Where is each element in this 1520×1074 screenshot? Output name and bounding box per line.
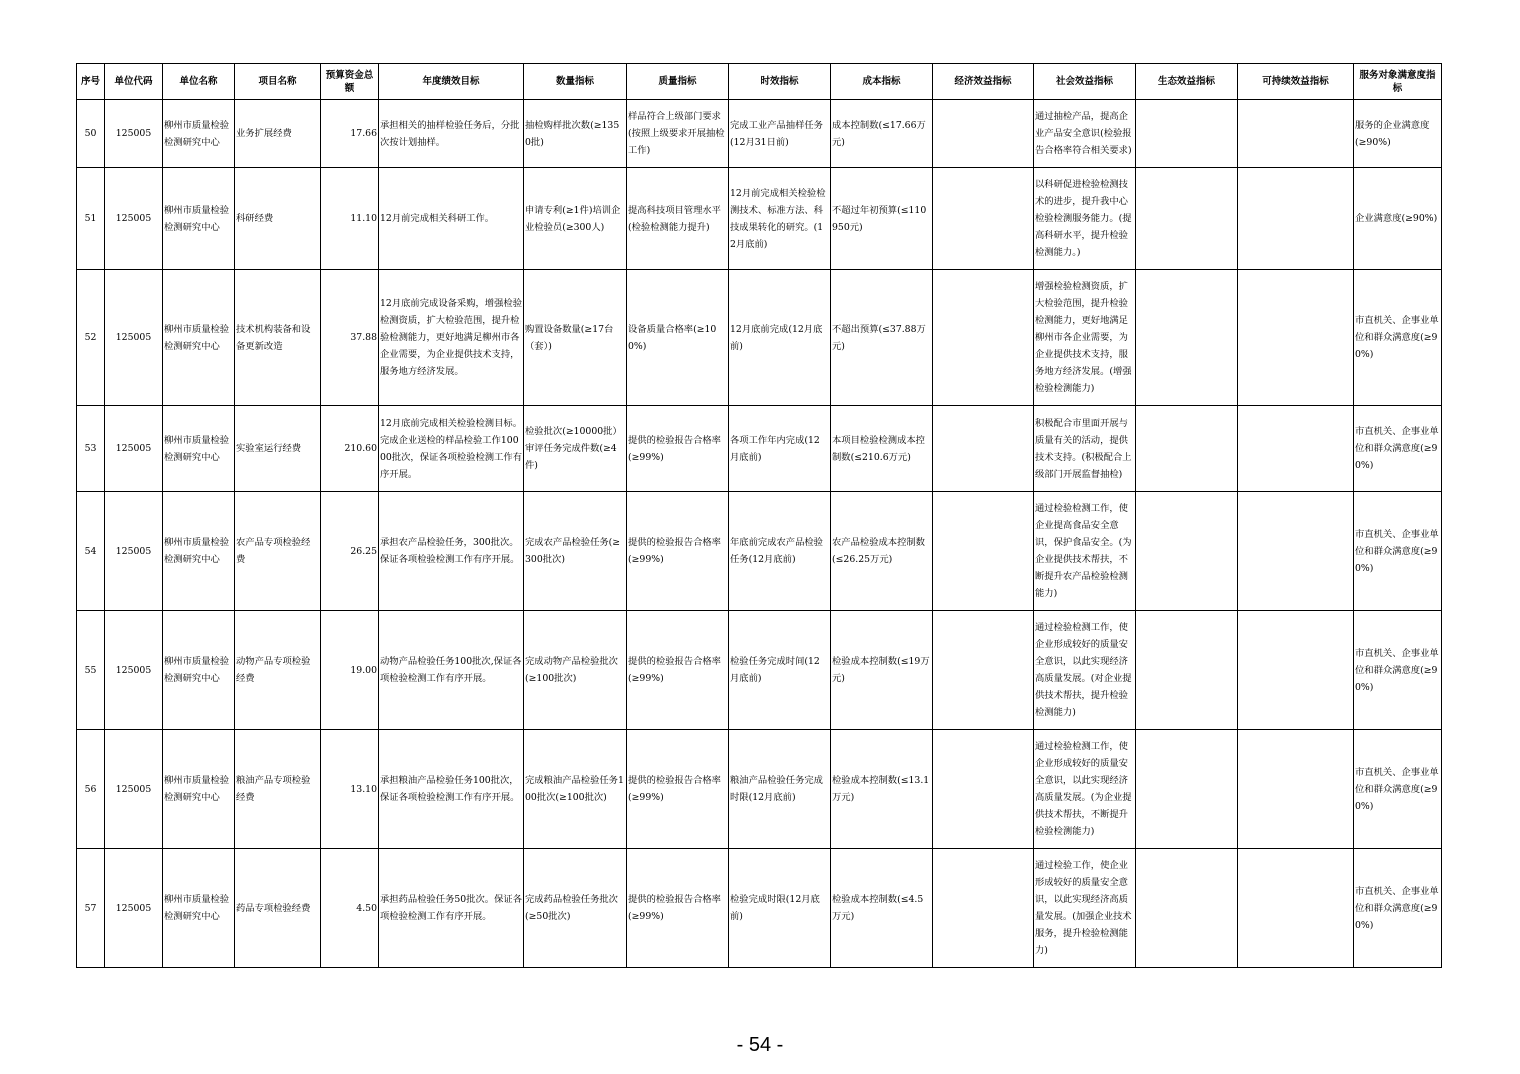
- cell-quantity: 完成动物产品检验批次(≥100批次): [524, 611, 627, 730]
- cell-cost: 农产品检验成本控制数(≤26.25万元): [831, 492, 933, 611]
- cell-budget: 17.66: [321, 100, 379, 168]
- cell-social: 通过抽检产品，提高企业产品安全意识(检验报告合格率符合相关要求): [1034, 100, 1136, 168]
- table-row: [77, 849, 1442, 968]
- table-row: [77, 730, 1442, 849]
- cell-unit: 柳州市质量检验检测研究中心: [163, 406, 235, 492]
- cell-code: 125005: [105, 611, 163, 730]
- cell-social: 积极配合市里面开展与质量有关的活动，提供技术支持。(积极配合上级部门开展监督抽检): [1034, 406, 1136, 492]
- cell-ecological: [1136, 168, 1238, 270]
- header-row: [77, 64, 1442, 100]
- header-cell: 时效指标: [729, 64, 831, 100]
- performance-table: [76, 63, 1442, 968]
- cell-economic: [933, 406, 1034, 492]
- cell-ecological: [1136, 270, 1238, 406]
- header-cell: 质量指标: [627, 64, 729, 100]
- cell-quantity: 申请专利(≥1件)培训企业检验员(≥300人): [524, 168, 627, 270]
- table-row: [77, 611, 1442, 730]
- cell-cost: 检验成本控制数(≤13.1万元): [831, 730, 933, 849]
- cell-satisfaction: 市直机关、企事业单位和群众满意度(≥90%): [1354, 611, 1442, 730]
- table-row: [77, 100, 1442, 168]
- cell-unit: 柳州市质量检验检测研究中心: [163, 730, 235, 849]
- cell-quantity: 完成农产品检验任务(≥300批次): [524, 492, 627, 611]
- cell-economic: [933, 168, 1034, 270]
- header-cell: 单位名称: [163, 64, 235, 100]
- cell-quality: 设备质量合格率(≥100%): [627, 270, 729, 406]
- cell-quantity: 抽检购样批次数(≥1350批): [524, 100, 627, 168]
- cell-cost: 检验成本控制数(≤4.5万元): [831, 849, 933, 968]
- cell-sustainable: [1238, 611, 1354, 730]
- cell-code: 125005: [105, 406, 163, 492]
- cell-timeliness: 粮油产品检验任务完成时限(12月底前): [729, 730, 831, 849]
- cell-code: 125005: [105, 849, 163, 968]
- cell-sustainable: [1238, 100, 1354, 168]
- cell-ecological: [1136, 406, 1238, 492]
- header-cell: 经济效益指标: [933, 64, 1034, 100]
- cell-goal: 12月前完成相关科研工作。: [379, 168, 524, 270]
- table-body: [77, 100, 1442, 968]
- cell-timeliness: 检验完成时限(12月底前): [729, 849, 831, 968]
- cell-sustainable: [1238, 849, 1354, 968]
- cell-no: 54: [77, 492, 105, 611]
- table-row: [77, 270, 1442, 406]
- cell-budget: 4.50: [321, 849, 379, 968]
- cell-timeliness: 12月前完成相关检验检测技术、标准方法、科技成果转化的研究。(12月底前): [729, 168, 831, 270]
- cell-goal: 12月底前完成设备采购，增强检验检测资质，扩大检验范围，提升检验检测能力，更好地满足柳州市各企业需要，为企业提供技术支持，服务地方经济发展。: [379, 270, 524, 406]
- cell-social: 以科研促进检验检测技术的进步，提升我中心检验检测服务能力。(提高科研水平，提升检验检测能力。): [1034, 168, 1136, 270]
- cell-goal: 12月底前完成相关检验检测目标。完成企业送检的样品检验工作10000批次，保证各项检验检测工作有序开展。: [379, 406, 524, 492]
- cell-satisfaction: 市直机关、企事业单位和群众满意度(≥90%): [1354, 406, 1442, 492]
- cell-code: 125005: [105, 492, 163, 611]
- cell-quality: 提供的检验报告合格率(≥99%): [627, 406, 729, 492]
- cell-no: 56: [77, 730, 105, 849]
- cell-no: 57: [77, 849, 105, 968]
- cell-economic: [933, 611, 1034, 730]
- cell-budget: 19.00: [321, 611, 379, 730]
- cell-timeliness: 各项工作年内完成(12月底前): [729, 406, 831, 492]
- cell-budget: 37.88: [321, 270, 379, 406]
- cell-project: 实验室运行经费: [235, 406, 321, 492]
- cell-project: 药品专项检验经费: [235, 849, 321, 968]
- table-row: [77, 406, 1442, 492]
- header-cell: 可持续效益指标: [1238, 64, 1354, 100]
- cell-sustainable: [1238, 492, 1354, 611]
- cell-satisfaction: 市直机关、企事业单位和群众满意度(≥90%): [1354, 849, 1442, 968]
- cell-economic: [933, 730, 1034, 849]
- header-cell: 数量指标: [524, 64, 627, 100]
- cell-project: 农产品专项检验经费: [235, 492, 321, 611]
- header-cell: 成本指标: [831, 64, 933, 100]
- cell-cost: 本项目检验检测成本控制数(≤210.6万元): [831, 406, 933, 492]
- cell-social: 通过检验工作，使企业形成较好的质量安全意识，以此实现经济高质量发展。(加强企业技术服务，提升检验检测能力): [1034, 849, 1136, 968]
- cell-budget: 11.10: [321, 168, 379, 270]
- cell-timeliness: 年底前完成农产品检验任务(12月底前): [729, 492, 831, 611]
- cell-sustainable: [1238, 730, 1354, 849]
- cell-goal: 承担农产品检验任务，300批次。保证各项检验检测工作有序开展。: [379, 492, 524, 611]
- cell-unit: 柳州市质量检验检测研究中心: [163, 168, 235, 270]
- cell-economic: [933, 270, 1034, 406]
- cell-project: 粮油产品专项检验经费: [235, 730, 321, 849]
- cell-goal: 承担粮油产品检验任务100批次，保证各项检验检测工作有序开展。: [379, 730, 524, 849]
- cell-sustainable: [1238, 168, 1354, 270]
- cell-ecological: [1136, 492, 1238, 611]
- cell-project: 科研经费: [235, 168, 321, 270]
- cell-budget: 210.60: [321, 406, 379, 492]
- header-cell: 生态效益指标: [1136, 64, 1238, 100]
- page-number: - 54 -: [736, 1034, 784, 1056]
- cell-ecological: [1136, 611, 1238, 730]
- cell-unit: 柳州市质量检验检测研究中心: [163, 100, 235, 168]
- cell-quality: 提供的检验报告合格率(≥99%): [627, 849, 729, 968]
- cell-code: 125005: [105, 730, 163, 849]
- cell-quantity: 购置设备数量(≥17台（套）): [524, 270, 627, 406]
- header-cell: 年度绩效目标: [379, 64, 524, 100]
- cell-quality: 提供的检验报告合格率(≥99%): [627, 611, 729, 730]
- header-cell: 单位代码: [105, 64, 163, 100]
- cell-satisfaction: 市直机关、企事业单位和群众满意度(≥90%): [1354, 730, 1442, 849]
- cell-economic: [933, 492, 1034, 611]
- cell-economic: [933, 100, 1034, 168]
- header-cell: 序号: [77, 64, 105, 100]
- cell-unit: 柳州市质量检验检测研究中心: [163, 611, 235, 730]
- header-cell: 社会效益指标: [1034, 64, 1136, 100]
- cell-satisfaction: 企业满意度(≥90%): [1354, 168, 1442, 270]
- cell-code: 125005: [105, 270, 163, 406]
- cell-quality: 提高科技项目管理水平(检验检测能力提升): [627, 168, 729, 270]
- header-cell: 项目名称: [235, 64, 321, 100]
- header-cell: 服务对象满意度指标: [1354, 64, 1442, 100]
- cell-quantity: 完成药品检验任务批次(≥50批次): [524, 849, 627, 968]
- cell-quantity: 完成粮油产品检验任务100批次(≥100批次): [524, 730, 627, 849]
- cell-unit: 柳州市质量检验检测研究中心: [163, 492, 235, 611]
- cell-social: 通过检验检测工作，使企业形成较好的质量安全意识，以此实现经济高质量发展。(为企业提供技术帮扶，不断提升检验检测能力): [1034, 730, 1136, 849]
- cell-ecological: [1136, 849, 1238, 968]
- cell-ecological: [1136, 100, 1238, 168]
- cell-goal: 动物产品检验任务100批次,保证各项检验检测工作有序开展。: [379, 611, 524, 730]
- table-row: [77, 492, 1442, 611]
- cell-ecological: [1136, 730, 1238, 849]
- cell-quality: 提供的检验报告合格率(≥99%): [627, 730, 729, 849]
- cell-cost: 成本控制数(≤17.66万元): [831, 100, 933, 168]
- cell-satisfaction: 市直机关、企事业单位和群众满意度(≥90%): [1354, 492, 1442, 611]
- cell-budget: 26.25: [321, 492, 379, 611]
- cell-unit: 柳州市质量检验检测研究中心: [163, 270, 235, 406]
- cell-no: 55: [77, 611, 105, 730]
- cell-code: 125005: [105, 100, 163, 168]
- cell-social: 通过检验检测工作，使企业形成较好的质量安全意识，以此实现经济高质量发展。(对企业提供技术帮扶，提升检验检测能力): [1034, 611, 1136, 730]
- cell-quantity: 检验批次(≥10000批）审评任务完成件数(≥4件): [524, 406, 627, 492]
- cell-social: 增强检验检测资质，扩大检验范围，提升检验检测能力，更好地满足柳州市各企业需要，为企业提供技术支持，服务地方经济发展。(增强检验检测能力): [1034, 270, 1136, 406]
- cell-timeliness: 12月底前完成(12月底前): [729, 270, 831, 406]
- cell-goal: 承担药品检验任务50批次。保证各项检验检测工作有序开展。: [379, 849, 524, 968]
- cell-no: 52: [77, 270, 105, 406]
- cell-satisfaction: 服务的企业满意度(≥90%): [1354, 100, 1442, 168]
- header-cell: 预算资金总额: [321, 64, 379, 100]
- cell-project: 动物产品专项检验经费: [235, 611, 321, 730]
- cell-project: 业务扩展经费: [235, 100, 321, 168]
- table-row: [77, 168, 1442, 270]
- cell-goal: 承担相关的抽样检验任务后，分批次按计划抽样。: [379, 100, 524, 168]
- cell-no: 50: [77, 100, 105, 168]
- cell-satisfaction: 市直机关、企事业单位和群众满意度(≥90%): [1354, 270, 1442, 406]
- cell-code: 125005: [105, 168, 163, 270]
- cell-no: 53: [77, 406, 105, 492]
- cell-cost: 不超出预算(≤37.88万元): [831, 270, 933, 406]
- cell-unit: 柳州市质量检验检测研究中心: [163, 849, 235, 968]
- cell-project: 技术机构装备和设备更新改造: [235, 270, 321, 406]
- cell-sustainable: [1238, 406, 1354, 492]
- cell-timeliness: 完成工业产品抽样任务(12月31日前): [729, 100, 831, 168]
- cell-quality: 样品符合上级部门要求(按照上级要求开展抽检工作): [627, 100, 729, 168]
- cell-cost: 不超过年初预算(≤110950元): [831, 168, 933, 270]
- cell-economic: [933, 849, 1034, 968]
- cell-no: 51: [77, 168, 105, 270]
- cell-budget: 13.10: [321, 730, 379, 849]
- cell-cost: 检验成本控制数(≤19万元): [831, 611, 933, 730]
- cell-timeliness: 检验任务完成时间(12月底前): [729, 611, 831, 730]
- cell-sustainable: [1238, 270, 1354, 406]
- cell-quality: 提供的检验报告合格率(≥99%): [627, 492, 729, 611]
- cell-social: 通过检验检测工作，使企业提高食品安全意识，保护食品安全。(为企业提供技术帮扶，不断提升农产品检验检测能力): [1034, 492, 1136, 611]
